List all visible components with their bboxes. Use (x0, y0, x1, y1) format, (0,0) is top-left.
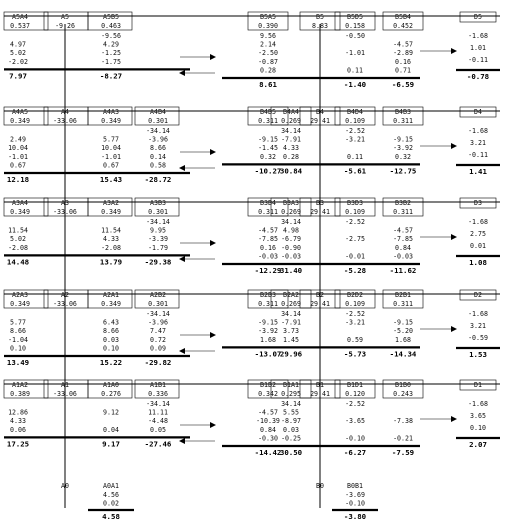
moment-value: -0.03 (393, 252, 413, 261)
moment-value: -1.68 (468, 310, 488, 318)
moment-value: -1.01 (101, 152, 121, 161)
moment-value: -3.65 (345, 417, 365, 426)
member-label: A4A5 (12, 108, 28, 116)
member-label: B1B2 (260, 381, 276, 389)
member-label: A2B2 (150, 291, 166, 299)
member-label: B1A1 (283, 381, 299, 389)
moment-value: 1.68 (395, 335, 411, 344)
distribution-factor: -33.06 (53, 390, 77, 398)
moment-value: 0.59 (347, 335, 363, 344)
moment-value: -2.52 (345, 310, 365, 318)
moment-value: 4.56 (103, 491, 119, 499)
final-moment: -29.82 (144, 358, 172, 367)
moment-value: -2.52 (345, 127, 365, 135)
member-label: B4A4 (283, 108, 299, 116)
moment-value: 0.09 (150, 344, 166, 353)
moment-value: -34.14 (146, 127, 170, 135)
final-moment: 9.17 (102, 439, 120, 449)
member-label: B1 (316, 381, 324, 389)
distribution-factor: 0.311 (393, 117, 413, 125)
final-moment: -11.62 (389, 266, 417, 275)
final-moment: 7.97 (9, 71, 27, 81)
member-label: A5A4 (12, 13, 28, 21)
distribution-factor: 0.342 (258, 390, 278, 398)
moment-value: -7.85 (258, 235, 278, 244)
moment-value: -1.01 (8, 152, 28, 161)
member-label: B4B3 (395, 108, 411, 116)
final-moment: -7.59 (391, 448, 415, 457)
distribution-factor: 0.311 (258, 300, 278, 308)
moment-value: -0.50 (345, 32, 365, 40)
moment-value: -0.03 (281, 252, 301, 261)
moment-value: -3.96 (148, 135, 168, 144)
moment-value: 0.10 (103, 344, 119, 353)
distribution-factor: 0.276 (101, 390, 121, 398)
moment-value: 0.32 (260, 152, 276, 161)
member-label: A1 (61, 381, 69, 389)
moment-value: -3.69 (345, 491, 365, 499)
member-label: B0B1 (347, 482, 363, 490)
final-moment: -27.46 (144, 439, 172, 449)
moment-value: -0.11 (468, 56, 488, 64)
final-moment: -14.42 (254, 448, 282, 457)
moment-value: 0.04 (103, 425, 119, 434)
moment-value: 8.66 (103, 327, 119, 336)
moment-value: 4.33 (10, 417, 26, 426)
moment-value: -5.20 (393, 327, 413, 336)
member-label: D5 (474, 13, 482, 21)
distribution-factor: -33.06 (53, 208, 77, 216)
final-moment: 13.79 (99, 257, 123, 267)
moment-value: 2.14 (260, 40, 276, 49)
final-moment: 12.18 (6, 175, 30, 184)
final-moment: -6.27 (343, 448, 367, 457)
final-moment: 30.84 (279, 166, 303, 176)
moment-value: 0.02 (103, 499, 119, 508)
distribution-factor: 0.349 (10, 117, 30, 125)
member-label: B3B2 (395, 199, 411, 207)
distribution-factor: 0.158 (345, 22, 365, 30)
member-label: A0A1 (103, 482, 119, 490)
distribution-factor: 0.311 (258, 117, 278, 125)
final-moment: -10.27 (254, 166, 282, 176)
member-label: B5A5 (260, 13, 276, 21)
member-label: B2B1 (395, 291, 411, 299)
moment-value: 0.72 (150, 335, 166, 344)
moment-value: -34.14 (146, 400, 170, 408)
moment-value: -0.59 (468, 334, 488, 342)
moment-value: -9.56 (101, 32, 121, 40)
member-label: B5B4 (395, 13, 411, 21)
member-label: A3A2 (103, 199, 119, 207)
moment-value: -2.50 (258, 49, 278, 58)
moment-value: -4.48 (148, 417, 168, 426)
moment-value: 34.14 (281, 218, 301, 226)
distribution-factor: 0.311 (393, 300, 413, 308)
moment-value: -0.03 (258, 252, 278, 261)
moment-value: 11.54 (8, 226, 28, 235)
final-moment: -5.73 (343, 349, 367, 359)
member-label: A5 (61, 13, 69, 21)
moment-value: 0.16 (395, 57, 411, 66)
moment-value: -7.38 (393, 417, 413, 426)
member-label: A5B5 (103, 13, 119, 21)
distribution-factor: 29.41 (310, 390, 330, 398)
member-label: B3 (316, 199, 324, 207)
moment-value: 5.02 (10, 235, 26, 244)
member-label: B3D3 (347, 199, 363, 207)
moment-value: -10.39 (256, 417, 280, 426)
moment-value: -0.21 (393, 434, 413, 443)
member-label: A3B3 (150, 199, 166, 207)
final-moment: 8.61 (259, 80, 277, 89)
final-moment: 17.25 (6, 439, 30, 449)
moment-value: -4.57 (393, 226, 413, 235)
distribution-factor: 0.295 (281, 390, 301, 398)
moment-value: -6.79 (281, 235, 301, 244)
distribution-factor: 0.336 (148, 390, 168, 398)
moment-value: 0.16 (260, 243, 276, 252)
final-moment: -28.72 (144, 175, 172, 184)
moment-value: -3.21 (345, 135, 365, 144)
distribution-factor: 0.120 (345, 390, 365, 398)
moment-value: -34.14 (146, 310, 170, 318)
member-label: A3 (61, 199, 69, 207)
distribution-factor: 0.452 (393, 22, 413, 30)
member-label: A2 (61, 291, 69, 299)
moment-value: -9.15 (393, 135, 413, 144)
moment-value: 1.01 (470, 44, 486, 52)
moment-value: -2.89 (393, 49, 413, 58)
member-label: B4B5 (260, 108, 276, 116)
moment-value: -1.68 (468, 218, 488, 226)
moment-value: 10.04 (101, 144, 121, 153)
moment-value: -1.04 (8, 335, 28, 344)
member-label: B1B0 (395, 381, 411, 389)
final-moment: -13.07 (254, 349, 282, 359)
moment-value: 12.86 (8, 408, 28, 417)
distribution-factor: 29.41 (310, 300, 330, 308)
moment-value: -8.97 (281, 417, 301, 426)
final-moment: -0.78 (466, 72, 490, 81)
moment-value: -2.52 (345, 218, 365, 226)
moment-value: 0.10 (470, 424, 486, 432)
member-label: D4 (474, 108, 482, 116)
moment-value: 0.06 (10, 425, 26, 434)
moment-value: 0.05 (150, 425, 166, 434)
moment-value: -0.25 (281, 434, 301, 443)
final-moment: 1.08 (469, 258, 487, 267)
final-moment: 1.41 (469, 167, 487, 176)
member-label: B5D5 (347, 13, 363, 21)
final-moment: -3.80 (343, 512, 367, 521)
member-label: B2D2 (347, 291, 363, 299)
distribution-factor: 0.269 (281, 117, 301, 125)
distribution-factor: 0.390 (258, 22, 278, 30)
moment-value: 3.21 (470, 139, 486, 147)
moment-value: -0.90 (281, 243, 301, 252)
moment-value: -0.87 (258, 57, 278, 66)
distribution-factor: 0.311 (258, 208, 278, 216)
member-label: B5 (316, 13, 324, 21)
final-moment: -8.27 (99, 71, 123, 81)
moment-value: -3.39 (148, 235, 168, 244)
moment-value: 3.73 (283, 327, 299, 336)
moment-value: -1.68 (468, 127, 488, 135)
member-label: B1D1 (347, 381, 363, 389)
final-moment: 15.43 (99, 175, 123, 184)
moment-value: 0.14 (150, 152, 166, 161)
distribution-factor: -33.06 (53, 117, 77, 125)
node-label: A0 (61, 482, 69, 490)
moment-value: -9.15 (258, 318, 278, 327)
moment-value: 1.68 (260, 335, 276, 344)
moment-value: 0.28 (283, 152, 299, 161)
moment-value: -1.25 (101, 49, 121, 58)
moment-value: 0.03 (283, 425, 299, 434)
final-moment: -5.28 (343, 266, 367, 275)
moment-value: 0.03 (103, 335, 119, 344)
moment-value: -1.01 (345, 49, 365, 58)
distribution-factor: 0.537 (10, 22, 30, 30)
member-label: B2A2 (283, 291, 299, 299)
moment-value: 0.28 (260, 66, 276, 75)
distribution-factor: 0.109 (345, 117, 365, 125)
moment-value: -3.92 (393, 144, 413, 153)
moment-value: 0.10 (10, 344, 26, 353)
distribution-factor: 29.41 (310, 208, 330, 216)
moment-value: 4.97 (10, 40, 26, 49)
final-moment: 4.58 (102, 512, 120, 521)
distribution-factor: 0.269 (281, 300, 301, 308)
member-label: B4 (316, 108, 324, 116)
moment-value: 0.58 (150, 161, 166, 170)
final-moment: 30.50 (279, 448, 303, 457)
distribution-factor: 0.349 (101, 117, 121, 125)
moment-value: 5.77 (10, 318, 26, 327)
member-label: B4D4 (347, 108, 363, 116)
node-label: B0 (316, 482, 324, 490)
moment-value: -2.52 (345, 400, 365, 408)
moment-value: 5.55 (283, 408, 299, 417)
moment-value: 2.49 (10, 135, 26, 144)
final-moment: 2.07 (469, 440, 487, 449)
moment-value: -9.15 (258, 135, 278, 144)
moment-value: -4.57 (258, 226, 278, 235)
member-label: B2 (316, 291, 324, 299)
final-moment: 14.48 (6, 257, 30, 267)
moment-value: 3.21 (470, 322, 486, 330)
moment-value: 9.12 (103, 408, 119, 417)
distribution-factor: 8.83 (312, 22, 328, 30)
member-label: B2B3 (260, 291, 276, 299)
moment-value: -0.30 (258, 434, 278, 443)
moment-value: 4.33 (103, 235, 119, 244)
final-moment: -29.38 (144, 257, 172, 267)
moment-value: 34.14 (281, 310, 301, 318)
moment-value: 7.47 (150, 327, 166, 336)
moment-value: 0.67 (103, 161, 119, 170)
moment-value: 11.54 (101, 226, 121, 235)
moment-value: 11.11 (148, 408, 168, 417)
moment-value: -7.91 (281, 318, 301, 327)
member-label: D3 (474, 199, 482, 207)
final-moment: 15.22 (99, 358, 123, 367)
distribution-factor: 0.269 (281, 208, 301, 216)
final-moment: -5.61 (343, 166, 367, 176)
distribution-factor: -9.26 (55, 22, 75, 30)
moment-value: 4.33 (283, 144, 299, 153)
member-label: A1A2 (12, 381, 28, 389)
member-label: A4A3 (103, 108, 119, 116)
distribution-factor: 0.311 (393, 208, 413, 216)
moment-value: 9.95 (150, 226, 166, 235)
moment-value: -0.10 (345, 499, 365, 508)
moment-value: -1.79 (148, 243, 168, 252)
member-label: A1B1 (150, 381, 166, 389)
distribution-factor: 0.389 (10, 390, 30, 398)
distribution-factor: 0.301 (148, 208, 168, 216)
moment-value: -2.08 (8, 243, 28, 252)
moment-value: 34.14 (281, 127, 301, 135)
moment-value: 0.01 (470, 242, 486, 250)
moment-value: 5.77 (103, 135, 119, 144)
final-moment: 29.96 (279, 349, 303, 359)
member-label: A2A3 (12, 291, 28, 299)
moment-value: 0.84 (395, 243, 411, 252)
moment-value: -2.02 (8, 57, 28, 66)
distribution-factor: 0.349 (101, 300, 121, 308)
moment-value: 1.45 (283, 335, 299, 344)
moment-value: 9.56 (260, 32, 276, 40)
member-label: A3A4 (12, 199, 28, 207)
moment-value: -0.01 (345, 252, 365, 261)
distribution-factor: 0.109 (345, 300, 365, 308)
distribution-factor: 0.243 (393, 390, 413, 398)
member-label: A4B4 (150, 108, 166, 116)
member-label: A2A1 (103, 291, 119, 299)
final-moment: 13.49 (6, 358, 30, 367)
final-moment: 31.40 (279, 266, 303, 275)
final-moment: -6.59 (391, 80, 415, 89)
final-moment: -1.40 (343, 80, 367, 89)
moment-value: -2.08 (101, 243, 121, 252)
distribution-factor: -33.06 (53, 300, 77, 308)
moment-value: -3.21 (345, 318, 365, 327)
distribution-factor: 0.301 (148, 117, 168, 125)
moment-value: -0.10 (345, 434, 365, 443)
moment-value: 6.43 (103, 318, 119, 327)
distribution-factor: 0.109 (345, 208, 365, 216)
distribution-factor: 0.463 (101, 22, 121, 30)
moment-value: 0.11 (347, 152, 363, 161)
moment-value: 0.11 (347, 66, 363, 75)
member-label: A4 (61, 108, 69, 116)
moment-value: -2.75 (345, 235, 365, 244)
moment-value: 0.67 (10, 161, 26, 170)
moment-value: -34.14 (146, 218, 170, 226)
member-label: B3A3 (283, 199, 299, 207)
moment-value: -0.11 (468, 151, 488, 159)
moment-value: -3.92 (258, 327, 278, 336)
moment-value: 8.66 (150, 144, 166, 153)
distribution-factor: 0.349 (101, 208, 121, 216)
moment-value: 3.65 (470, 412, 486, 420)
moment-value: 0.84 (260, 425, 276, 434)
final-moment: -14.34 (389, 349, 417, 359)
distribution-factor: 29.41 (310, 117, 330, 125)
moment-value: -1.75 (101, 57, 121, 66)
member-label: D1 (474, 381, 482, 389)
moment-value: 10.04 (8, 144, 28, 153)
member-label: D2 (474, 291, 482, 299)
final-moment: -12.75 (389, 166, 417, 176)
moment-value: -7.91 (281, 135, 301, 144)
distribution-factor: 0.301 (148, 300, 168, 308)
moment-value: 4.98 (283, 226, 299, 235)
moment-value: -1.68 (468, 32, 488, 40)
distribution-factor: 0.349 (10, 300, 30, 308)
moment-value: 8.66 (10, 327, 26, 336)
moment-value: -9.15 (393, 318, 413, 327)
moment-value: -4.57 (258, 408, 278, 417)
moment-value: -1.45 (258, 144, 278, 153)
moment-value: 5.02 (10, 49, 26, 58)
moment-value: -4.57 (393, 40, 413, 49)
member-label: B3B4 (260, 199, 276, 207)
moment-value: -1.68 (468, 400, 488, 408)
member-label: A1A0 (103, 381, 119, 389)
moment-value: -3.96 (148, 318, 168, 327)
distribution-factor: 0.349 (10, 208, 30, 216)
final-moment: -12.29 (254, 266, 282, 275)
moment-value: 0.32 (395, 152, 411, 161)
moment-value: 34.14 (281, 400, 301, 408)
moment-value: 2.75 (470, 230, 486, 238)
final-moment: 1.53 (469, 350, 487, 359)
moment-value: -7.85 (393, 235, 413, 244)
moment-value: 0.71 (395, 66, 411, 75)
moment-value: 4.29 (103, 40, 119, 49)
